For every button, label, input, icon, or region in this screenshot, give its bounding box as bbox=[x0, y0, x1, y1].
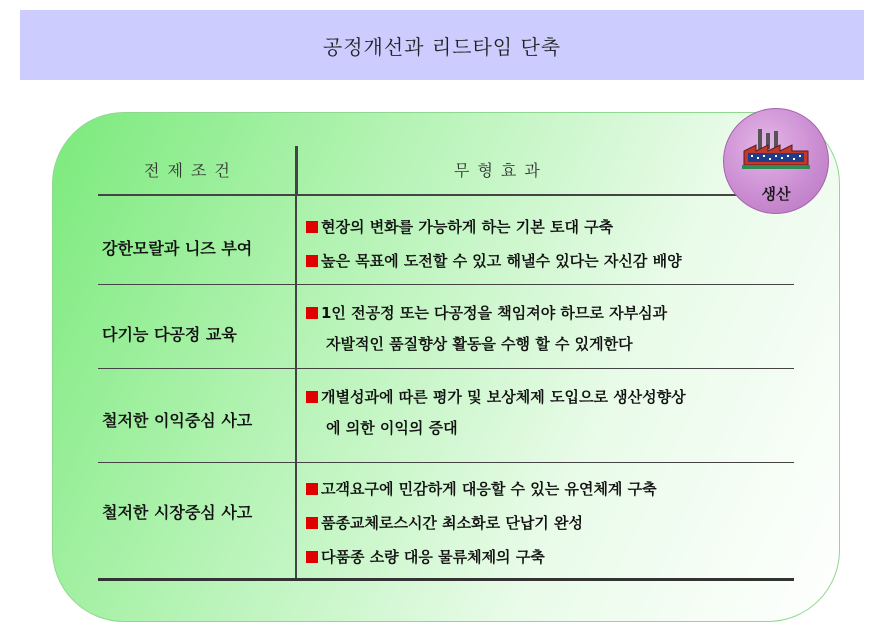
bullet-icon bbox=[306, 221, 318, 233]
table-bottom-rule bbox=[98, 578, 794, 581]
header-prerequisites: 전제조건 bbox=[144, 161, 238, 180]
bullet-icon bbox=[306, 307, 318, 319]
badge-label: 생산 bbox=[761, 185, 791, 203]
row-label: 철저한 시장중심 사고 bbox=[102, 503, 253, 522]
effect-item: 다품종 소량 대응 물류체제의 구축 bbox=[306, 546, 545, 567]
bullet-icon bbox=[306, 483, 318, 495]
header-divider bbox=[295, 146, 298, 195]
column-divider bbox=[295, 196, 297, 578]
effect-item: 높은 목표에 도전할 수 있고 해낼수 있다는 자신감 배양 bbox=[306, 250, 682, 271]
conditions-table bbox=[98, 140, 794, 582]
row-divider bbox=[98, 284, 794, 285]
header-intangible-effects: 무형효과 bbox=[454, 161, 548, 180]
effect-item: 개별성과에 따른 평가 및 보상체제 도입으로 생산성향상 에 의한 이익의 증대 bbox=[306, 386, 686, 438]
production-badge bbox=[723, 108, 829, 214]
effect-item-continuation: 자발적인 품질향상 활동을 수행 할 수 있게한다 bbox=[326, 335, 633, 353]
bullet-icon bbox=[306, 255, 318, 267]
effect-item-continuation: 에 의한 이익의 증대 bbox=[326, 419, 458, 437]
effect-item: 품종교체로스시간 최소화로 단납기 완성 bbox=[306, 512, 583, 533]
row-label: 강한모랄과 니즈 부여 bbox=[102, 239, 253, 258]
row-divider bbox=[98, 462, 794, 463]
header-rule bbox=[98, 194, 794, 196]
row-label: 다기능 다공정 교육 bbox=[102, 325, 237, 344]
row-divider bbox=[98, 368, 794, 369]
bullet-icon bbox=[306, 517, 318, 529]
effect-item: 고객요구에 민감하게 대응할 수 있는 유연체계 구축 bbox=[306, 478, 657, 499]
effect-item: 현장의 변화를 가능하게 하는 기본 토대 구축 bbox=[306, 216, 613, 237]
factory-icon bbox=[738, 127, 814, 179]
page-title: 공정개선과 리드타임 단축 bbox=[322, 34, 562, 59]
bullet-icon bbox=[306, 551, 318, 563]
title-bar bbox=[20, 10, 864, 80]
effect-item: 1인 전공정 또는 다공정을 책임져야 하므로 자부심과 자발적인 품질향상 활동을 수행 할 수 있게한다 bbox=[306, 302, 667, 354]
row-label: 철저한 이익중심 사고 bbox=[102, 411, 253, 430]
bullet-icon bbox=[306, 391, 318, 403]
